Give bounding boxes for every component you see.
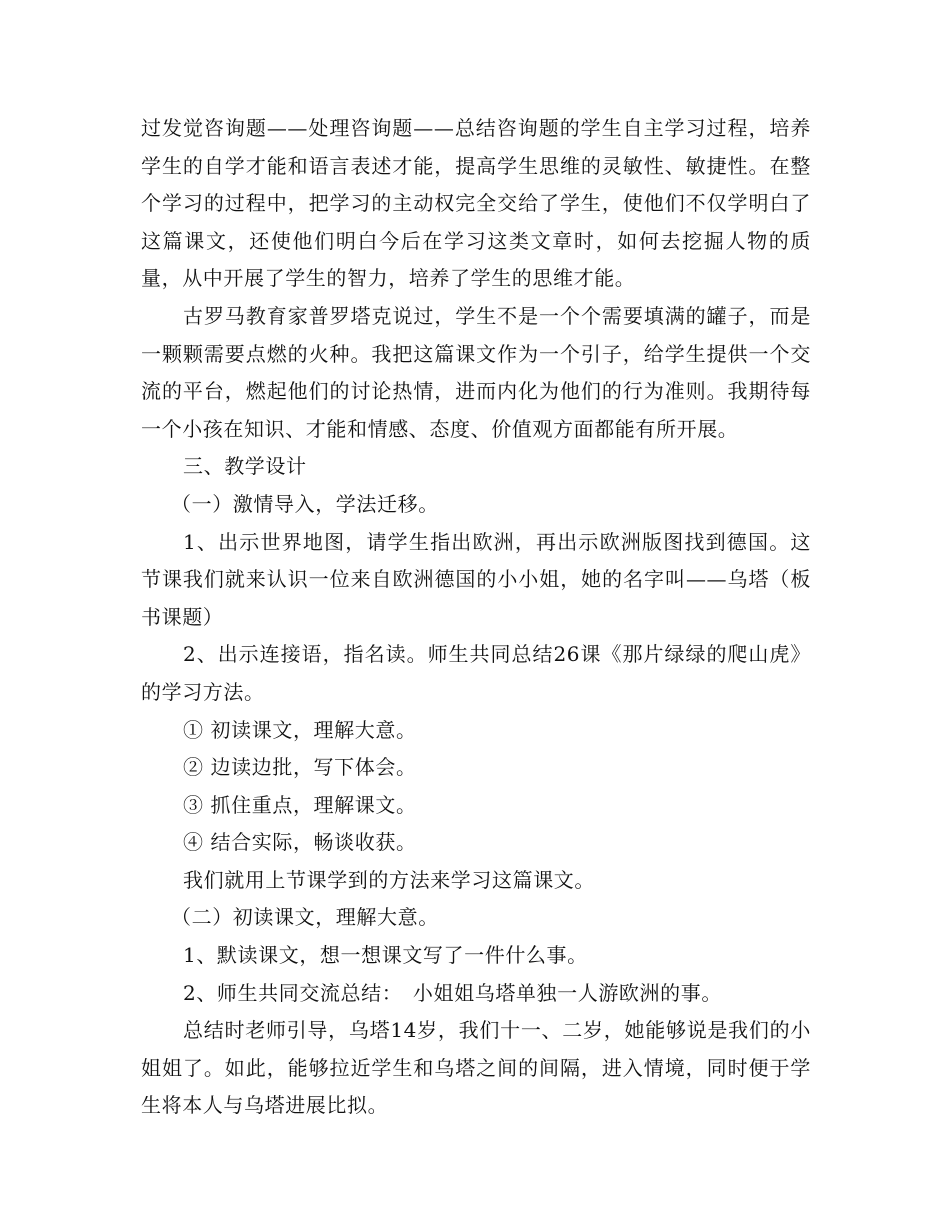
method-closing: 我们就用上节课学到的方法来学习这篇课文。 — [183, 867, 595, 892]
paragraph-continuation: 过发觉咨询题——处理咨询题——总结咨询题的学生自主学习过程，培养学生的自学才能和语言表述才能，提高学生思维的灵敏性、敏捷性。在整个学习的过程中，把学习的主动权完全交给了学生，使他们不仅学明白了这篇课文，还使他们明白今后在学习这类文章时，如何去挖掘人物的质量，从中开展了学生的智力，培养了学生的思维才能。 — [141, 116, 811, 291]
method-item: ① 初读课文，理解大意。 — [183, 717, 417, 742]
method-item: ④ 结合实际，畅谈收获。 — [183, 830, 417, 855]
method-item: ② 边读边批，写下体会。 — [183, 755, 417, 780]
step-show-map: 1、出示世界地图，请学生指出欧洲，再出示欧洲版图找到德国。这节课我们就来认识一位来自欧洲德国的小小姐，她的名字叫——乌塔（板书课题） — [141, 529, 811, 629]
method-item: ③ 抓住重点，理解课文。 — [183, 792, 417, 817]
step-discussion: 2、师生共同交流总结： 小姐姐乌塔单独一人游欧洲的事。 — [183, 980, 722, 1005]
step-silent-reading: 1、默读课文，想一想课文写了一件什么事。 — [183, 943, 588, 968]
subsection-title-intro: （一）激情导入，学法迁移。 — [171, 491, 439, 516]
paragraph-summary: 总结时老师引导，乌塔14岁，我们十一、二岁，她能够说是我们的小姐姐了。如此，能够拉近学生和乌塔之间的间隔，进入情境，同时便于学生将本人与乌塔进展比拟。 — [141, 1018, 811, 1118]
step-show-connection: 2、出示连接语，指名读。师生共同总结26课《那片绿绿的爬山虎》的学习方法。 — [141, 642, 811, 704]
subsection-title-first-read: （二）初读课文，理解大意。 — [171, 905, 439, 930]
paragraph-plutarch-quote: 古罗马教育家普罗塔克说过，学生不是一个个需要填满的罐子，而是一颗颗需要点燃的火种。我把这篇课文作为一个引子，给学生提供一个交流的平台，燃起他们的讨论热情，进而内化为他们的行为准则。我期待每一个小孩在知识、才能和情感、态度、价值观方面都能有所开展。 — [141, 303, 811, 441]
section-heading-teaching-design: 三、教学设计 — [183, 454, 307, 479]
document-body — [141, 110, 811, 1125]
